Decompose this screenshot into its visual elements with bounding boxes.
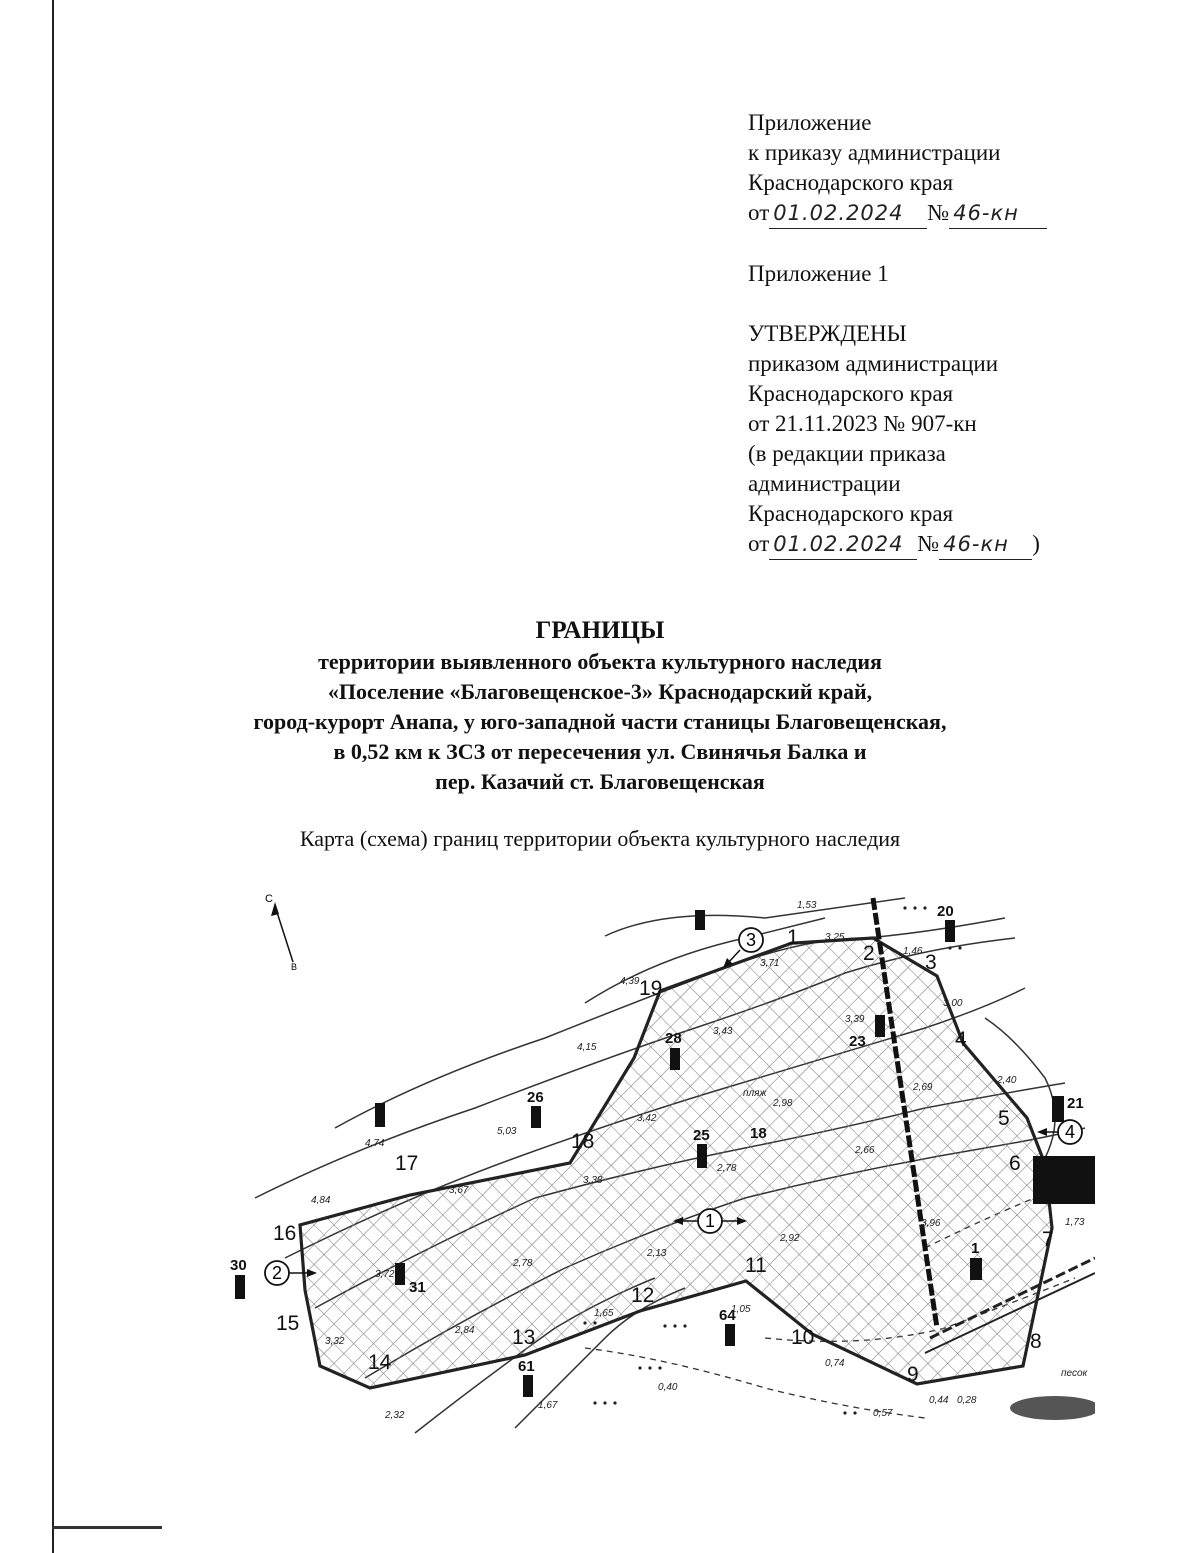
svg-text:1: 1	[704, 1211, 716, 1231]
approved-heading: УТВЕРЖДЕНЫ	[748, 321, 907, 346]
elevation-label: 1,53	[797, 900, 817, 911]
elevation-label: 0,28	[957, 1395, 977, 1406]
building	[531, 1106, 541, 1128]
title-line: пер. Казачий ст. Благовещенская	[435, 769, 765, 794]
elevation-label: 2,98	[773, 1098, 793, 1109]
order-reference: от 01.02.2024 № 46-кн	[748, 198, 1047, 229]
handwritten-number: 46-кн	[949, 198, 1047, 229]
approved-line: Краснодарского края	[748, 381, 954, 406]
title-line: в 0,52 км к ЗСЗ от пересечения ул. Свинячья Балка и	[333, 739, 867, 764]
elevation-label: 3,25	[825, 932, 845, 943]
elevation-label: 2,69	[913, 1082, 933, 1093]
elevation-label: 2,13	[647, 1248, 667, 1259]
boundary-point-label: 8	[1030, 1330, 1042, 1353]
building-label: 26	[527, 1089, 544, 1106]
building	[695, 910, 705, 930]
building	[697, 1144, 707, 1168]
elevation-label: 1,05	[731, 1304, 751, 1315]
title-main: ГРАНИЦЫ	[535, 617, 665, 644]
title-line: территории выявленного объекта культурного наследия	[318, 649, 882, 674]
terrain-label-sand: песок	[1061, 1368, 1088, 1379]
elevation-label: 0,74	[825, 1358, 845, 1369]
svg-text:2: 2	[271, 1263, 283, 1283]
building-label: 64	[719, 1307, 736, 1324]
building	[725, 1324, 735, 1346]
elevation-label: 3,38	[583, 1175, 603, 1186]
building	[670, 1048, 680, 1070]
compass	[265, 893, 297, 972]
elevation-label: 3,39	[845, 1014, 865, 1025]
appendix-line: к приказу администрации	[748, 140, 1001, 165]
elevation-label: 2,78	[717, 1163, 737, 1174]
approved-line: от 21.11.2023 № 907-кн	[748, 411, 977, 436]
building	[375, 1103, 385, 1127]
elevation-label: 2,92	[780, 1233, 800, 1244]
boundary-point-label: 6	[1009, 1152, 1021, 1175]
terrain-label-beach: пляж	[743, 1088, 767, 1099]
building-label: 30	[230, 1257, 247, 1274]
boundary-point-label: 11	[745, 1254, 767, 1277]
elevation-label: 2,78	[513, 1258, 533, 1269]
elevation-label: 3,72	[375, 1269, 395, 1280]
elevation-label: 3,32	[325, 1336, 345, 1347]
appendix-header	[748, 108, 1047, 560]
boundary-point-label: 15	[276, 1312, 300, 1335]
boundary-point-label: 4	[955, 1028, 967, 1051]
document-title	[0, 615, 1200, 797]
boundary-point-label: 7	[1042, 1228, 1054, 1251]
boundary-point-label: 5	[998, 1107, 1010, 1130]
boundary-point-label: 2	[863, 942, 875, 965]
boundary-point-label: 14	[368, 1351, 392, 1374]
edit-reference: от 01.02.2024 № 46-кн )	[748, 529, 1047, 560]
building-label: 23	[849, 1033, 866, 1050]
appendix-line: Краснодарского края	[748, 170, 954, 195]
approved-line: администрации	[748, 471, 901, 496]
title-line: город-курорт Анапа, у юго-западной части станицы Благовещенская,	[253, 709, 947, 734]
compass-east-label: В	[291, 962, 298, 972]
svg-text:3: 3	[745, 930, 757, 950]
elevation-label: 1,67	[538, 1400, 558, 1411]
building-label: 31	[409, 1279, 426, 1296]
building	[395, 1263, 405, 1285]
building	[523, 1375, 533, 1397]
boundary-point-label: 12	[631, 1284, 655, 1307]
sand-patch	[1010, 1396, 1095, 1420]
boundary-point-label: 13	[512, 1326, 536, 1349]
elevation-label: 3,00	[943, 998, 963, 1009]
building	[945, 920, 955, 942]
building	[970, 1258, 982, 1280]
elevation-label: 4,15	[577, 1042, 597, 1053]
elevation-label: 2,40	[997, 1075, 1017, 1086]
boundary-point-label: 1	[787, 926, 799, 949]
map-caption: Карта (схема) границ территории объекта культурного наследия	[299, 826, 901, 851]
building-label: 28	[665, 1030, 682, 1047]
handwritten-number: 46-кн	[939, 529, 1032, 560]
elevation-label: 0,44	[929, 1395, 949, 1406]
appendix-number: Приложение 1	[748, 261, 889, 286]
building-block	[1033, 1156, 1095, 1204]
building-label: 61	[518, 1358, 535, 1375]
building	[235, 1275, 245, 1299]
elevation-label: 5,03	[497, 1126, 517, 1137]
elevation-label: 2,32	[385, 1410, 405, 1421]
elevation-label: 4,84	[311, 1195, 331, 1206]
elevation-label: 3,96	[921, 1218, 941, 1229]
building	[1052, 1096, 1064, 1122]
elevation-label: 2,66	[855, 1145, 875, 1156]
elevation-label: 1,65	[594, 1308, 614, 1319]
boundary-point-label: 19	[639, 977, 663, 1000]
title-line: «Поселение «Благовещенское-3» Краснодарский край,	[327, 679, 873, 704]
building-label: 25	[693, 1127, 710, 1144]
boundary-point-label: 10	[791, 1326, 815, 1349]
handwritten-date: 01.02.2024	[769, 529, 917, 560]
elevation-label: 3,42	[637, 1113, 657, 1124]
elevation-label: 1,73	[1065, 1217, 1085, 1228]
boundary-map	[225, 878, 1095, 1438]
elevation-label: 3,71	[760, 958, 780, 969]
svg-text:4: 4	[1064, 1122, 1076, 1142]
building-label: 18	[750, 1125, 767, 1142]
elevation-label: 0,57	[873, 1408, 893, 1419]
elevation-label: 3,67	[449, 1185, 469, 1196]
boundary-point-label: 16	[273, 1222, 297, 1245]
boundary-point-label: 3	[925, 951, 937, 974]
elevation-label: 1,46	[903, 946, 923, 957]
scan-bottom-mark	[52, 1526, 162, 1529]
building	[875, 1015, 885, 1037]
elevation-label: 0,40	[658, 1382, 678, 1393]
boundary-point-label: 9	[907, 1363, 919, 1386]
approved-line: приказом администрации	[748, 351, 999, 376]
boundary-point-label: 17	[395, 1152, 419, 1175]
elevation-label: 3,43	[713, 1026, 733, 1037]
approved-line: (в редакции приказа	[748, 441, 946, 466]
appendix-line: Приложение	[748, 110, 872, 135]
building-label: 21	[1067, 1095, 1084, 1112]
building-label: 1	[971, 1240, 980, 1257]
elevation-label: 2,84	[455, 1325, 475, 1336]
handwritten-date: 01.02.2024	[769, 198, 927, 229]
compass-north-label: С	[265, 893, 273, 905]
elevation-label: 4,39	[620, 976, 640, 987]
approved-line: Краснодарского края	[748, 501, 954, 526]
view-marker-4	[1037, 1120, 1082, 1144]
building-label: 20	[937, 903, 954, 920]
elevation-label: 4,74	[365, 1138, 385, 1149]
boundary-point-label: 18	[571, 1130, 595, 1153]
